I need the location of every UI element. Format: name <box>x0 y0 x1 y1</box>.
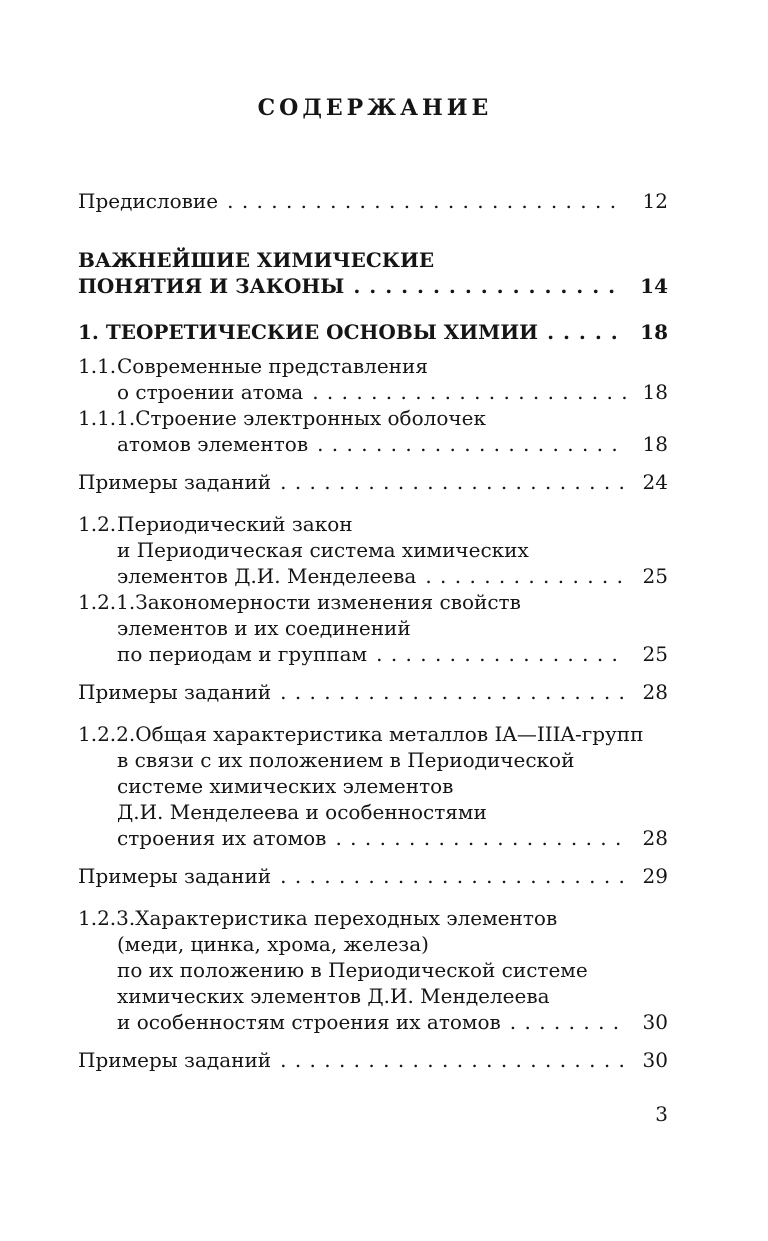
toc-entry <box>78 679 668 705</box>
toc-entry-number: 1.1. <box>78 354 117 378</box>
toc-entry-line <box>78 273 668 299</box>
dot-leader <box>510 1009 626 1035</box>
toc-entry-text: химических элементов Д.И. Менделеева <box>117 984 550 1008</box>
toc-entry-text: по периодам и группам <box>117 642 368 666</box>
toc-entry-line <box>117 563 668 589</box>
toc-entry-line <box>117 983 668 1009</box>
toc-entry-page: 30 <box>642 1010 668 1034</box>
toc-entry-page: 30 <box>642 1048 668 1072</box>
toc-entry-text: Закономерности изменения свойств <box>135 590 521 614</box>
toc-entry-number: 1.1.1. <box>78 406 136 430</box>
toc-entry-text: ПОНЯТИЯ И ЗАКОНЫ <box>78 274 345 298</box>
toc-entry-line <box>117 641 668 667</box>
toc-entry-text: элементов Д.И. Менделеева <box>117 564 417 588</box>
toc-entry-line <box>78 247 668 273</box>
dot-leader <box>353 273 624 299</box>
toc-entry-text: Строение электронных оболочек <box>135 406 486 430</box>
toc-entry-text: строения их атомов <box>117 826 327 850</box>
toc-entry-line <box>78 405 668 431</box>
toc-entry-line <box>78 905 668 931</box>
toc-entry-text: Примеры заданий <box>78 680 272 704</box>
toc-entry-line <box>117 747 668 773</box>
toc-entry-line <box>117 379 668 405</box>
dot-leader <box>335 825 626 851</box>
toc-entry-line <box>117 825 668 851</box>
toc-entry-text: Примеры заданий <box>78 864 272 888</box>
toc-entry-text: 1. ТЕОРЕТИЧЕСКИЕ ОСНОВЫ ХИМИИ <box>78 320 539 344</box>
toc-entry-line <box>117 537 668 563</box>
toc-entry-page: 28 <box>642 826 668 850</box>
toc-entry-page: 18 <box>640 320 668 344</box>
dot-leader <box>280 469 626 495</box>
toc-entry-text: Предисловие <box>78 189 219 213</box>
toc-entry <box>78 905 668 1035</box>
dot-leader <box>376 641 626 667</box>
toc-entry-line <box>117 773 668 799</box>
toc-entry-line <box>78 319 668 345</box>
toc-entry-line <box>117 1009 668 1035</box>
toc-entry-text: Примеры заданий <box>78 470 272 494</box>
toc-entry-text: Общая характеристика металлов IA—IIIA-групп <box>135 722 644 746</box>
dot-leader <box>280 863 626 889</box>
toc-entry-page: 14 <box>640 274 668 298</box>
toc-entry-text: ВАЖНЕЙШИЕ ХИМИЧЕСКИЕ <box>78 248 435 272</box>
toc-entry-text: Характеристика переходных элементов <box>135 906 558 930</box>
toc-entry-line <box>78 1047 668 1073</box>
dot-leader <box>280 679 626 705</box>
toc-entry-text: Примеры заданий <box>78 1048 272 1072</box>
toc-entry-text: (меди, цинка, хрома, железа) <box>117 932 429 956</box>
toc-entry <box>78 863 668 889</box>
toc-entry-text: и Периодическая система химических <box>117 538 529 562</box>
dot-leader <box>317 431 626 457</box>
toc-entry-line <box>78 469 668 495</box>
toc-entry-text: атомов элементов <box>117 432 309 456</box>
toc-entry-line <box>117 431 668 457</box>
toc-entry-line <box>78 679 668 705</box>
toc-entry-text: Д.И. Менделеева и особенностями <box>117 800 487 824</box>
toc-entry-text: по их положению в Периодической системе <box>117 958 588 982</box>
toc-list <box>78 188 668 1073</box>
toc-entry-text: и особенностям строения их атомов <box>117 1010 501 1034</box>
dot-leader <box>312 379 626 405</box>
toc-entry-page: 25 <box>642 642 668 666</box>
footer-page-number: 3 <box>655 1102 668 1126</box>
toc-entry <box>78 721 668 851</box>
toc-entry-line <box>78 188 668 214</box>
toc-entry-line <box>117 931 668 957</box>
toc-entry <box>78 589 668 667</box>
toc-entry-number: 1.2.3. <box>78 906 136 930</box>
toc-entry-text: в связи с их положением в Периодической <box>117 748 575 772</box>
dot-leader <box>227 188 626 214</box>
toc-entry-number: 1.2. <box>78 512 117 536</box>
toc-entry-line <box>78 863 668 889</box>
toc-entry <box>78 188 668 214</box>
toc-entry-page: 25 <box>642 564 668 588</box>
toc-entry-text: Современные представления <box>117 354 428 378</box>
toc-entry-page: 29 <box>642 864 668 888</box>
toc-entry-text: элементов и их соединений <box>117 616 411 640</box>
toc-entry <box>78 511 668 589</box>
toc-entry-page: 18 <box>642 380 668 404</box>
toc-entry-line <box>117 957 668 983</box>
toc-entry-line <box>117 615 668 641</box>
dot-leader <box>547 319 624 345</box>
toc-entry-page: 28 <box>642 680 668 704</box>
toc-entry-number: 1.2.2. <box>78 722 136 746</box>
toc-entry <box>78 469 668 495</box>
toc-entry-page: 24 <box>642 470 668 494</box>
toc-entry-line <box>78 511 668 537</box>
dot-leader <box>280 1047 626 1073</box>
toc-entry-line <box>78 721 668 747</box>
toc-entry-number: 1.2.1. <box>78 590 136 614</box>
toc-entry-line <box>78 353 668 379</box>
toc-entry <box>78 247 668 299</box>
dot-leader <box>425 563 626 589</box>
toc-entry <box>78 353 668 405</box>
toc-entry-page: 12 <box>642 189 668 213</box>
toc-entry-text: Периодический закон <box>117 512 353 536</box>
toc-entry-text: о строении атома <box>117 380 304 404</box>
toc-entry-line <box>78 589 668 615</box>
toc-entry-line <box>117 799 668 825</box>
toc-entry <box>78 1047 668 1073</box>
toc-entry-page: 18 <box>642 432 668 456</box>
toc-entry <box>78 319 668 345</box>
toc-entry <box>78 405 668 457</box>
page-title: СОДЕРЖАНИЕ <box>257 95 493 121</box>
toc-entry-text: системе химических элементов <box>117 774 454 798</box>
